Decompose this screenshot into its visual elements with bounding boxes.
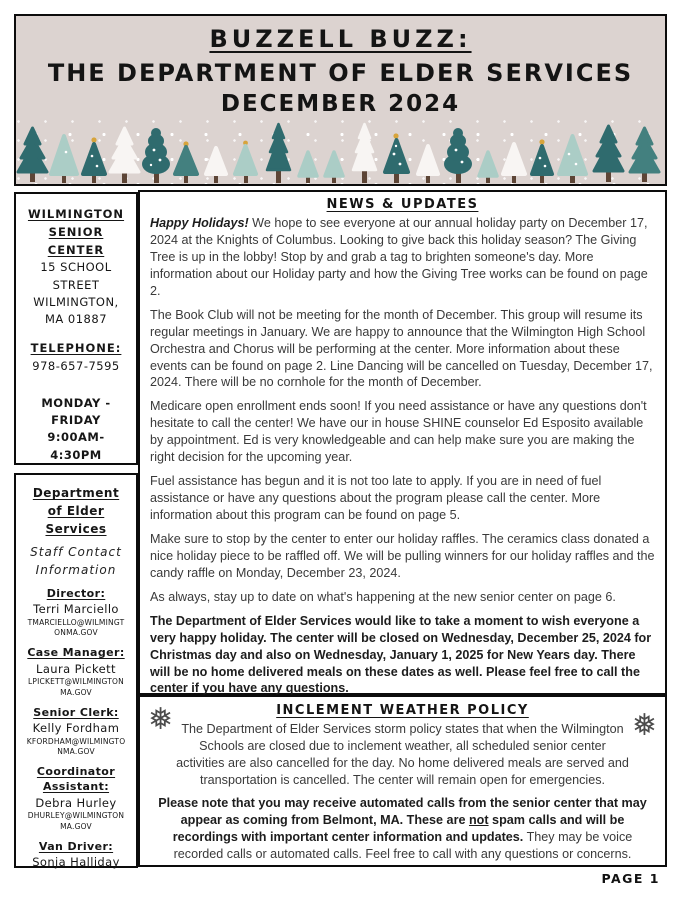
staff-role: Van Driver: [38, 839, 114, 853]
holiday-closure-notice: The Department of Elder Services would like to take a moment to wish everyone a very happy holiday. The center will be closed on Wednesday, December 25, 2024 for Christmas day and also on Wednesday, January 1, 2025 for New Years day. There will be no home delivered meals on these dates as well. Please feel free to call the center if you have any questions. [150, 613, 652, 696]
open-hours: 9:00AM- 4:30PM [47, 430, 105, 462]
center-info-panel [14, 192, 138, 465]
staff-contact-panel [14, 473, 138, 868]
not-emphasis: not [468, 812, 489, 827]
staff-name: Terri Marciello [33, 602, 119, 617]
staff-role: Case Manager: [27, 646, 125, 660]
center-address-line3: MA 01887 [44, 312, 108, 327]
news-paragraph: The Book Club will not be meeting for the month of December. This group will resume its regular meetings in January. We are happy to announce that the Wilmington High School Orchestra and Chorus will be performing at the center. More information about these events can be found on page 2. Line Dancing will be cancelled on Tuesday, December 17, 2024. There will be no cornhole for the month of December. [150, 307, 653, 390]
weather-policy-text: The Department of Elder Services storm policy states that when the Wilmington Schools are closed due to inclement weather, all scheduled senior center activities are also cancelled for the day. No home delivered meals are served and transportation is cancelled. The center will remain open for emergencies. [176, 722, 629, 787]
weather-policy-heading: INCLEMENT WEATHER POLICY [276, 703, 529, 718]
staff-member-senior-clerk [20, 705, 132, 757]
staff-member-coordinator-assistant [20, 764, 132, 832]
center-name: WILMINGTON SENIOR CENTER [27, 207, 125, 257]
news-paragraph: Make sure to stop by the center to enter our holiday raffles. The ceramics class donated a nice holiday piece to be raffled off. We will be pulling winners for our holiday raffles and the candy raffle on Monday, December 23, 2024. [150, 531, 655, 580]
staff-member-case-manager [20, 645, 132, 697]
news-updates-section [138, 190, 667, 695]
staff-member-van-driver [20, 839, 132, 871]
open-days: MONDAY - FRIDAY [41, 395, 111, 428]
snowflake-icon: ❅ [631, 709, 657, 742]
staff-name: Laura Pickett [36, 661, 116, 676]
staff-role: Coordinator Assistant: [36, 764, 116, 794]
newsletter-title: BUZZELL BUZZ: [209, 25, 472, 53]
staff-email: LPICKETT@WILMINGTONMA.GOV [28, 677, 124, 697]
staff-name: Kelly Fordham [32, 721, 120, 736]
holiday-trees-illustration [16, 120, 665, 184]
staff-email: KFORDHAM@WILMINGTONMA.GOV [26, 736, 126, 756]
staff-email: TMARCIELLO@WILMINGTONMA.GOV [27, 618, 125, 638]
staff-panel-subheading: Staff Contact Information [30, 545, 122, 577]
tree-row-icon [16, 120, 665, 184]
page-number: PAGE 1 [601, 871, 660, 886]
telephone-label: TELEPHONE: [30, 341, 122, 356]
staff-member-director [20, 586, 132, 638]
news-paragraph: As always, stay up to date on what's happening at the new senior center on page 6. [150, 589, 616, 604]
happy-holidays-lead: Happy Holidays! [150, 216, 249, 230]
newsletter-date: DECEMBER 2024 [220, 91, 461, 117]
staff-role: Director: [46, 587, 106, 600]
staff-name: Debra Hurley [35, 795, 117, 810]
inclement-weather-section [138, 695, 667, 867]
masthead [14, 14, 667, 186]
news-updates-heading: NEWS & UPDATES [326, 197, 479, 212]
snowflake-icon: ❅ [148, 703, 174, 736]
telephone-number: 978-657-7595 [32, 358, 120, 373]
news-paragraph: Medicare open enrollment ends soon! If you need assistance or have any questions don't hesitate to call the center! We have our in house SHINE counselor Ed Esposito available by appointment. Ed is very knowledgeable and can help make sure you are making the right decision for the upcoming year. [150, 399, 647, 465]
newsletter-subtitle: THE DEPARTMENT OF ELDER SERVICES [47, 59, 634, 87]
news-paragraph: Fuel assistance has begun and it is not too late to apply. If you are in need of fuel assistance or have any questions about the program please call the center. More information about this program can be found on page 5. [150, 474, 602, 522]
staff-panel-heading: Department of Elder Services [32, 486, 120, 536]
staff-email: DHURLEY@WILMINGTONMA.GOV [27, 811, 125, 831]
news-paragraph: Happy Holidays! We hope to see everyone at our annual holiday party on December 17, 2024 at the Knights of Columbus. Looking to give back this holiday season? The Giving Tree is up in the lobby! Stop by and grab a tag to brighten someone's day. More information about our Holiday party and how the Giving Tree works can be found on page 2. [150, 216, 648, 298]
center-address-line1: 15 SCHOOL STREET [40, 260, 112, 292]
staff-name: Sonja Halliday [32, 855, 120, 870]
automated-calls-notice: Please note that you may receive automated calls from the senior center that may appear as coming from Belmont, MA. These are not spam calls and will be recordings with important center information and updates. They may be voice recorded calls or automated calls. Feel free to call with any questions or concerns. [158, 795, 647, 861]
center-address-line2: WILMINGTON, [33, 294, 119, 309]
staff-role: Senior Clerk: [33, 705, 119, 719]
